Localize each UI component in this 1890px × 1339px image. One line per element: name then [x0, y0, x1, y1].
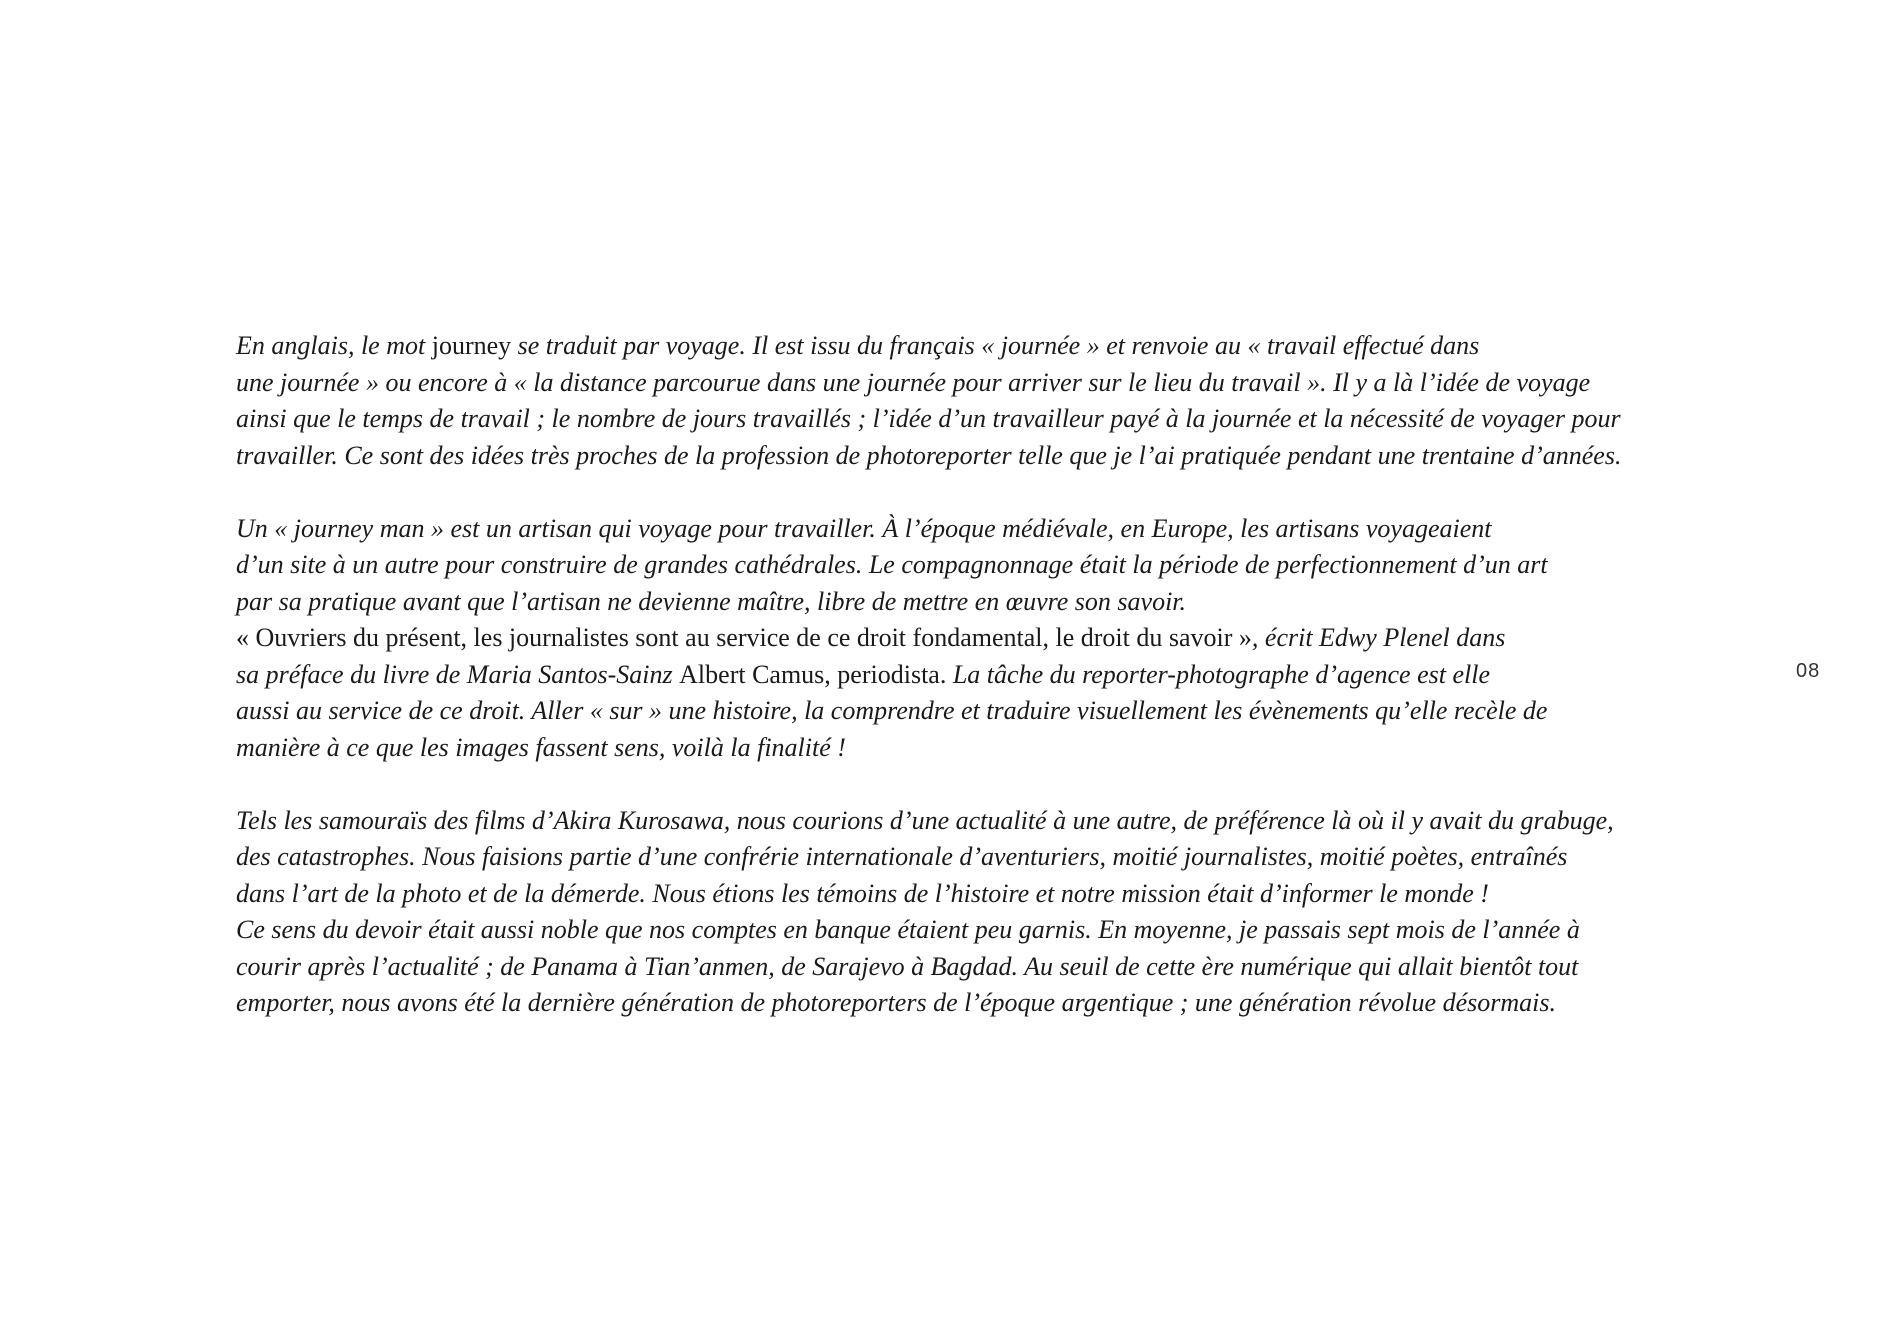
italic-text-segment: Ce sens du devoir était aussi noble que nos comptes en banque étaient peu garnis. En moyenne, je passais sept mois de l’année à — [236, 915, 1580, 944]
italic-text-segment: emporter, nous avons été la dernière génération de photoreporters de l’époque argentique ; une génération révolue désormais. — [236, 988, 1556, 1017]
text-line — [236, 547, 1706, 584]
text-line — [236, 803, 1706, 840]
italic-text-segment: Tels les samouraïs des films d’Akira Kurosawa, nous courions d’une actualité à une autre, de préférence là où il y avait du grabuge, — [236, 805, 1614, 835]
text-line — [236, 620, 1706, 657]
paragraph-2 — [236, 511, 1706, 767]
italic-text-segment: se traduit par voyage. Il est issu du français « journée » et renvoie au « travail effectué dans — [511, 331, 1480, 360]
italic-text-segment: une journée » ou encore à « la distance parcourue dans une journée pour arriver sur le lieu du travail ». Il y a là l’idée de voyage — [236, 367, 1591, 397]
italic-text-segment: par sa pratique avant que l’artisan ne devienne maître, libre de mettre en œuvre son savoir. — [236, 586, 1187, 616]
text-line — [236, 401, 1706, 438]
text-line — [236, 876, 1706, 913]
italic-text-segment: dans l’art de la photo et de la démerde. Nous étions les témoins de l’histoire et notre mission était d’informer le monde ! — [236, 878, 1489, 908]
text-line — [236, 985, 1706, 1022]
paragraph-gap — [236, 766, 1706, 803]
body-text — [236, 328, 1706, 1022]
text-line — [236, 365, 1706, 402]
italic-text-segment: des catastrophes. Nous faisions partie d’une confrérie internationale d’aventuriers, moitié journalistes, moitié poètes, entraînés — [236, 842, 1568, 871]
paragraph-1 — [236, 328, 1706, 474]
italic-text-segment: ainsi que le temps de travail ; le nombre de jours travaillés ; l’idée d’un travailleur payé à la journée et la nécessité de voyager pour — [236, 404, 1621, 433]
italic-text-segment: sa préface du livre de Maria Santos-Sainz — [236, 659, 680, 689]
italic-text-segment: En anglais, le mot — [236, 331, 432, 360]
text-line — [236, 949, 1706, 986]
text-line — [236, 693, 1706, 730]
italic-text-segment: aussi au service de ce droit. Aller « sur » une histoire, la comprendre et traduire visuellement les évènements qu’elle recèle de — [236, 696, 1548, 725]
italic-text-segment: courir après l’actualité ; de Panama à Tian’anmen, de Sarajevo à Bagdad. Au seuil de cette ère numérique qui allait bientôt tout — [236, 951, 1579, 981]
italic-text-segment: manière à ce que les images fassent sens, voilà la finalité ! — [236, 732, 846, 762]
upright-text-segment: Albert Camus, periodista. — [679, 659, 947, 689]
text-line — [236, 438, 1706, 475]
upright-text-segment: journey — [431, 331, 512, 360]
text-line — [236, 657, 1706, 694]
text-line — [236, 730, 1706, 767]
italic-text-segment: Un « journey man » est un artisan qui voyage pour travailler. À l’époque médiévale, en Europe, les artisans voyageaient — [236, 513, 1492, 543]
italic-text-segment: travailler. Ce sont des idées très proches de la profession de photoreporter telle que je l’ai pratiquée pendant une trentaine d’années. — [236, 440, 1622, 470]
italic-text-segment: d’un site à un autre pour construire de grandes cathédrales. Le compagnonnage était la période de perfectionnement d’un art — [236, 550, 1548, 579]
text-line — [236, 912, 1706, 949]
upright-text-segment: « Ouvriers du présent, les journalistes sont au service de ce droit fondamental, le droit du savoir » — [236, 623, 1252, 652]
italic-text-segment: La tâche du reporter-photographe d’agence est elle — [946, 659, 1491, 689]
paragraph-gap — [236, 474, 1706, 511]
italic-text-segment: , écrit Edwy Plenel dans — [1251, 623, 1506, 652]
page-number: 08 — [1796, 660, 1821, 682]
text-line — [236, 584, 1706, 621]
text-line — [236, 839, 1706, 876]
text-line — [236, 511, 1706, 548]
text-line — [236, 328, 1706, 365]
paragraph-3 — [236, 803, 1706, 1022]
